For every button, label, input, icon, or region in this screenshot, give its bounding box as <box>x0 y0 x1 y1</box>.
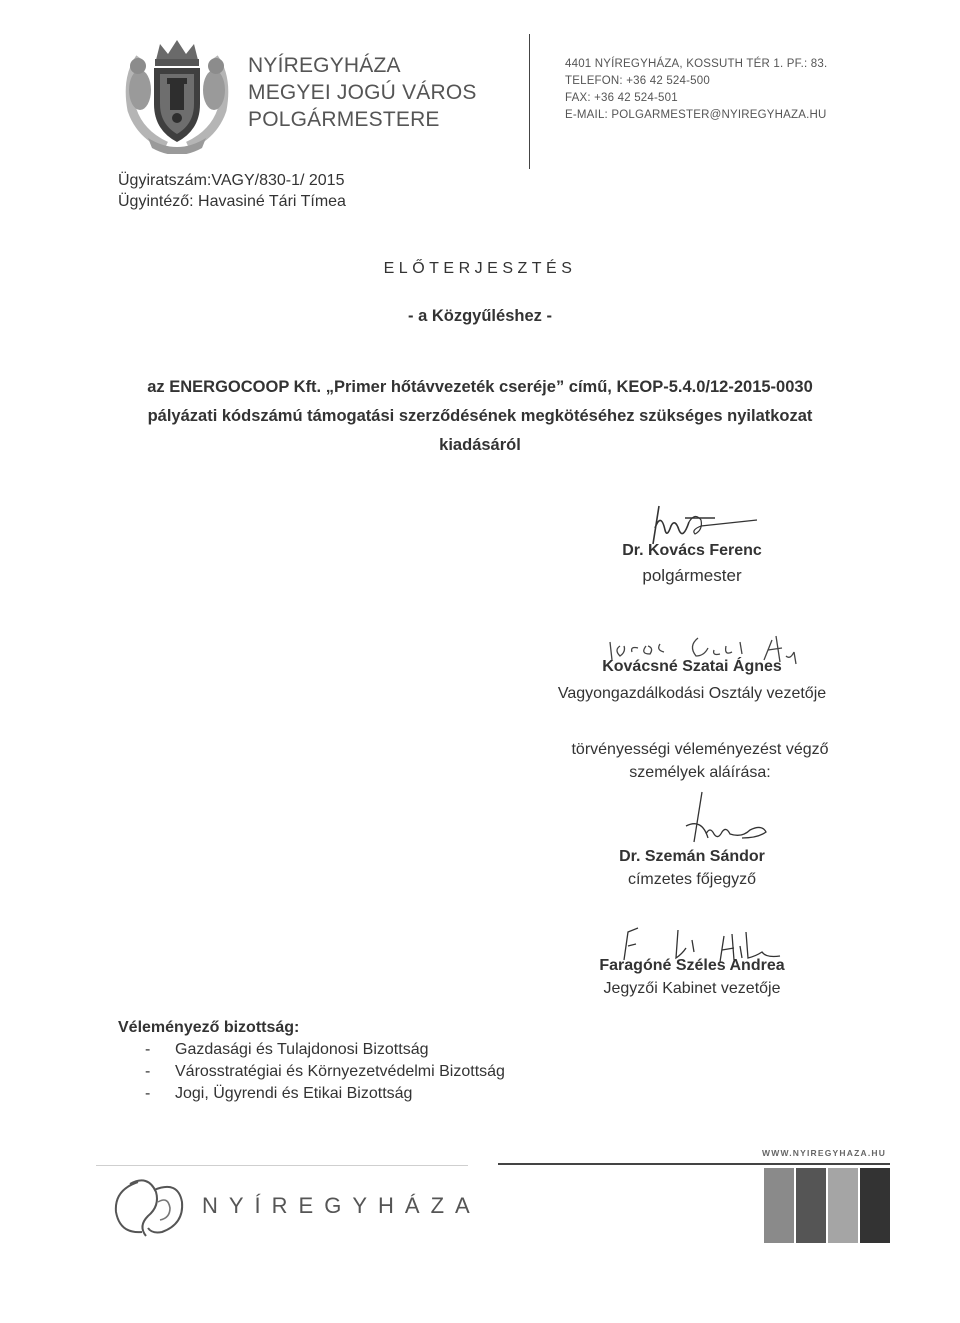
signatory-role: Vagyongazdálkodási Osztály vezetője <box>557 685 827 702</box>
committee-name: Gazdasági és Tulajdonosi Bizottság <box>175 1041 429 1058</box>
footer-divider <box>96 1165 468 1166</box>
header-divider <box>529 34 530 169</box>
header-city-line: NYÍREGYHÁZA <box>248 54 401 77</box>
committee-item <box>145 1041 428 1059</box>
review-note-line: személyek aláírása: <box>629 764 771 781</box>
list-dash: - <box>145 1063 151 1080</box>
footer-color-bar <box>796 1168 826 1243</box>
list-dash: - <box>145 1041 151 1058</box>
signatory-role: polgármester <box>642 566 742 585</box>
signatory-name: Faragóné Széles Andrea <box>599 957 785 974</box>
committee-name: Jogi, Ügyrendi és Etikai Bizottság <box>175 1085 413 1102</box>
committee-item <box>145 1085 412 1103</box>
header-email: E-MAIL: POLGARMESTER@NYIREGYHAZA.HU <box>565 109 827 121</box>
subject-line: az ENERGOCOOP Kft. „Primer hőtávvezeték cseréje” című, KEOP-5.4.0/12-2015-0030 <box>147 378 813 396</box>
document-title: ELŐTERJESZTÉS <box>383 260 577 277</box>
signatory-role: címzetes főjegyző <box>627 871 757 888</box>
footer-color-bar <box>764 1168 794 1243</box>
committee-heading: Véleményező bizottság: <box>118 1019 300 1036</box>
review-note-line: törvényességi véleményezést végző <box>571 741 829 758</box>
header-address: 4401 NYÍREGYHÁZA, KOSSUTH TÉR 1. PF.: 83. <box>565 58 828 70</box>
footer-wordmark: NYÍREGYHÁZA <box>202 1193 481 1218</box>
footer-color-bar <box>860 1168 890 1243</box>
signatory-cabinet-head <box>512 955 872 1000</box>
signatory-name: Dr. Szemán Sándor <box>619 848 765 865</box>
city-coat-of-arms-icon <box>118 38 236 154</box>
footer-website: WWW.NYIREGYHAZA.HU <box>762 1148 887 1158</box>
legality-review-note <box>520 738 880 784</box>
signatory-name: Dr. Kovács Ferenc <box>622 542 762 559</box>
list-dash: - <box>145 1085 151 1102</box>
committee-name: Városstratégiai és Környezetvédelmi Bizottság <box>175 1063 505 1080</box>
signature-szeman-sandor <box>650 788 770 850</box>
signatory-role: Jegyzői Kabinet vezetője <box>603 980 781 997</box>
signatory-name: Kovácsné Szatai Ágnes <box>602 658 782 675</box>
header-city-line: MEGYEI JOGÚ VÁROS <box>248 81 477 104</box>
header-city-line: POLGÁRMESTERE <box>248 108 440 131</box>
committee-item <box>145 1063 505 1081</box>
subject-line: kiadásáról <box>439 436 521 454</box>
document-subtitle: - a Közgyűléshez - <box>408 307 552 325</box>
signatory-chief-notary <box>512 846 872 891</box>
signatory-property-head <box>512 656 872 705</box>
footer-color-bar <box>828 1168 858 1243</box>
footer-divider <box>498 1163 890 1165</box>
header-fax: FAX: +36 42 524-501 <box>565 92 678 104</box>
subject-line: pályázati kódszámú támogatási szerződésének megkötéséhez szükséges nyilatkozat <box>147 407 813 425</box>
header-phone: TELEFON: +36 42 524-500 <box>565 75 710 87</box>
file-number: Ügyiratszám:VAGY/830-1/ 2015 <box>118 172 345 189</box>
case-officer: Ügyintéző: Havasiné Tári Tímea <box>118 193 346 210</box>
signatory-mayor <box>512 540 872 587</box>
nyiregyhaza-logo-icon <box>108 1172 190 1244</box>
